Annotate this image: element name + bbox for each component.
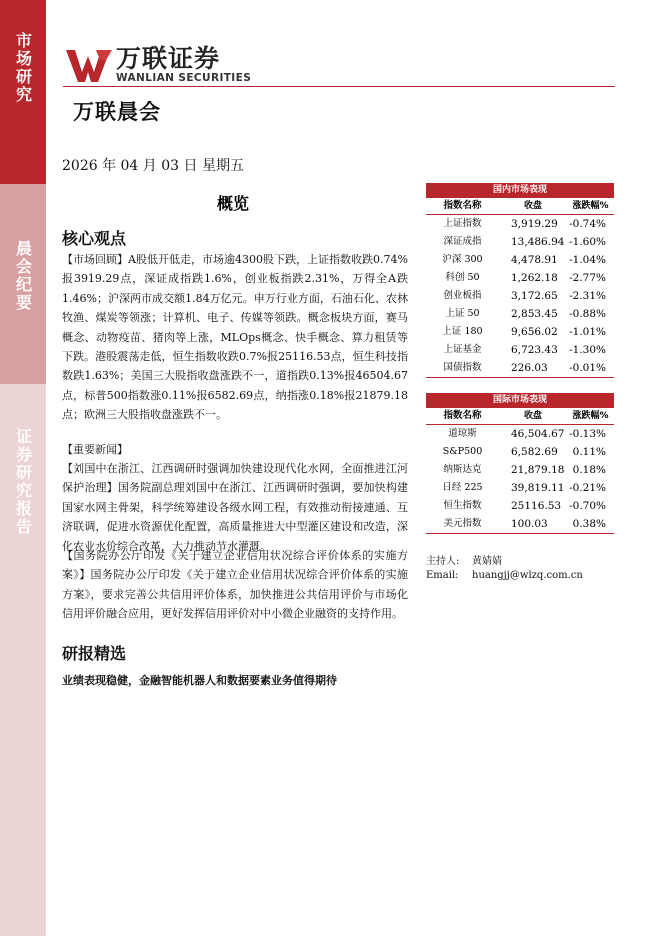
email-label: Email: [426, 570, 459, 581]
index-name-cell: 上证基金 [443, 344, 482, 355]
close-cell: 21,879.18 [511, 464, 565, 476]
international-market-table [426, 393, 614, 534]
domestic-market-table [426, 183, 614, 378]
col-close: 收盘 [523, 201, 542, 211]
index-name-cell: S&P500 [442, 446, 483, 457]
table-row [426, 287, 614, 305]
change-cell: -0.13% [569, 428, 606, 440]
table-row [426, 515, 614, 533]
close-cell: 39,819.11 [511, 482, 565, 494]
table-row [426, 251, 614, 269]
change-cell: -2.77% [569, 272, 606, 284]
domestic-table-title: 国内市场表现 [426, 183, 614, 198]
change-cell: 0.38% [572, 518, 606, 530]
wanlian-logo-icon [66, 46, 112, 84]
table-row [426, 425, 614, 443]
change-cell: -1.30% [569, 344, 606, 356]
close-cell: 1,262.18 [511, 272, 558, 284]
col-index-name: 指数名称 [443, 410, 482, 421]
table-row [426, 359, 614, 377]
index-name-cell: 日经 225 [442, 482, 483, 493]
sidebar-label-market-research: 市场研究 [13, 32, 33, 104]
index-name-cell: 恒生指数 [443, 500, 482, 511]
table-row [426, 215, 614, 233]
close-cell: 13,486.94 [511, 236, 565, 248]
core-view-heading: 核心观点 [62, 229, 127, 248]
close-cell: 2,853.45 [511, 308, 558, 320]
close-cell: 3,919.29 [511, 218, 558, 230]
table-bottom-rule [426, 533, 614, 534]
sidebar-label-research-report: 证券研究报告 [13, 428, 33, 536]
col-change: 涨跌幅% [572, 411, 609, 421]
close-cell: 3,172.65 [511, 290, 558, 302]
change-cell: -1.04% [569, 254, 606, 266]
international-table-title: 国际市场表现 [426, 393, 614, 408]
close-cell: 226.03 [511, 362, 548, 374]
overview-title: 概览 [217, 194, 250, 213]
research-heading: 研报精选 [62, 644, 127, 663]
sidebar-label-morning-brief: 晨会纪要 [13, 240, 33, 312]
table-row [426, 461, 614, 479]
close-cell: 6,582.69 [511, 446, 558, 458]
sidebar-section-research-report [0, 384, 46, 936]
report-title: 万联晨会 [73, 99, 161, 124]
index-name-cell: 纳斯达克 [443, 464, 482, 475]
news-item-1: 【刘国中在浙江、江西调研时强调加快建设现代化水网，全面推进江河保护治理】国务院副总理刘国中在浙江、江西调研时强调，要加快构建国家水网主骨架，科学统筹建设各级水网工程，有效推动衔接連通、互济联调，促进水资源优化配置，高质量推进大中型灌区建设和改造，深化农业水价综合改革，大力推动节水灌溉。 [62, 462, 408, 553]
change-cell: -0.70% [569, 500, 606, 512]
col-close: 收盘 [523, 411, 542, 421]
company-logo [66, 46, 251, 84]
change-cell: -1.01% [569, 326, 606, 338]
change-cell: -0.01% [569, 362, 606, 374]
table-row [426, 323, 614, 341]
research-item-1: 业绩表现稳健，金融智能机器人和数据要素业务值得期待 [62, 674, 337, 687]
close-cell: 9,656.02 [511, 326, 558, 338]
host-line [426, 552, 502, 567]
index-name-cell: 美元指数 [443, 518, 482, 529]
index-name-cell: 上证指数 [443, 218, 482, 229]
logo-english-name: WANLIAN SECURITIES [116, 72, 252, 84]
international-table-header [426, 408, 614, 425]
close-cell: 4,478.91 [511, 254, 558, 266]
host-label: 主持人: [426, 556, 460, 567]
index-name-cell: 上证 180 [442, 326, 483, 337]
index-name-cell: 上证 50 [445, 308, 480, 319]
sidebar-section-morning-brief [0, 184, 46, 384]
news-item-2: 【国务院办公厅印发《关于建立企业信用状况综合评价体系的实施方案》】国务院办公厅印发《关于建立企业信用状况综合评价体系的实施方案》，要求完善公共信用评价体系，加快推进公共信用评价与市场化信用评价融合应用，更好发挥信用评价对中小微企业融资的支持作用。 [62, 549, 408, 621]
index-name-cell: 沪深 300 [442, 254, 483, 265]
email-line [426, 570, 583, 581]
table-row [426, 341, 614, 359]
col-index-name: 指数名称 [443, 200, 482, 211]
table-row [426, 269, 614, 287]
close-cell: 6,723.43 [511, 344, 558, 356]
logo-chinese-name: 万联证券 [116, 44, 221, 73]
index-name-cell: 国债指数 [443, 362, 482, 373]
index-name-cell: 创业板指 [443, 290, 482, 301]
close-cell: 100.03 [511, 518, 548, 530]
change-cell: -0.88% [569, 308, 606, 320]
change-cell: 0.18% [572, 464, 606, 476]
email-address[interactable]: huangjj@wlzq.com.cn [472, 570, 583, 581]
change-cell: -2.31% [569, 290, 606, 302]
table-row [426, 443, 614, 461]
index-name-cell: 科创 50 [445, 272, 480, 283]
table-bottom-rule [426, 377, 614, 378]
header-divider [63, 86, 615, 87]
change-cell: -1.60% [569, 236, 606, 248]
change-cell: -0.74% [569, 218, 606, 230]
news-section-title: 【重要新闻】 [62, 443, 128, 456]
change-cell: -0.21% [569, 482, 606, 494]
index-name-cell: 深证成指 [443, 236, 482, 247]
table-row [426, 233, 614, 251]
change-cell: 0.11% [572, 446, 606, 458]
market-review-paragraph: 【市场回顾】A股低开低走，市场逾4300股下跌，上证指数收跌0.74%报3919.29点，深证成指跌1.6%，创业板指跌2.31%，万得全A跌1.46%；沪深两市成交额1.84万亿元。申万行业方面，石油石化、农林牧渔、煤炭等领涨；计算机、电子、传媒等领跌。概念板块方面，赛马概念、动物疫苗、猪肉等上涨，MLOps概念、快手概念、算力租赁等下跌。港股震荡走低，恒生指数收跌0.7%报25116.53点，恒生科技指数跌1.63%；美国三大股指收盘涨跌不一，道指跌0.13%报46504.67点，标普500指数涨0.11%报6582.69点，纳指涨0.18%报21879.18点；欧洲三大股指收盘涨跌不一。 [62, 253, 408, 422]
col-change: 涨跌幅% [572, 201, 609, 211]
table-row [426, 305, 614, 323]
domestic-table-header [426, 198, 614, 215]
table-row [426, 479, 614, 497]
close-cell: 46,504.67 [511, 428, 565, 440]
sidebar-section-market-research [0, 0, 46, 184]
report-date: 2026 年 04 月 03 日 星期五 [62, 158, 244, 174]
host-name: 黄婧婧 [472, 556, 502, 567]
close-cell: 25116.53 [511, 500, 562, 512]
index-name-cell: 道琼斯 [448, 428, 477, 439]
table-row [426, 497, 614, 515]
